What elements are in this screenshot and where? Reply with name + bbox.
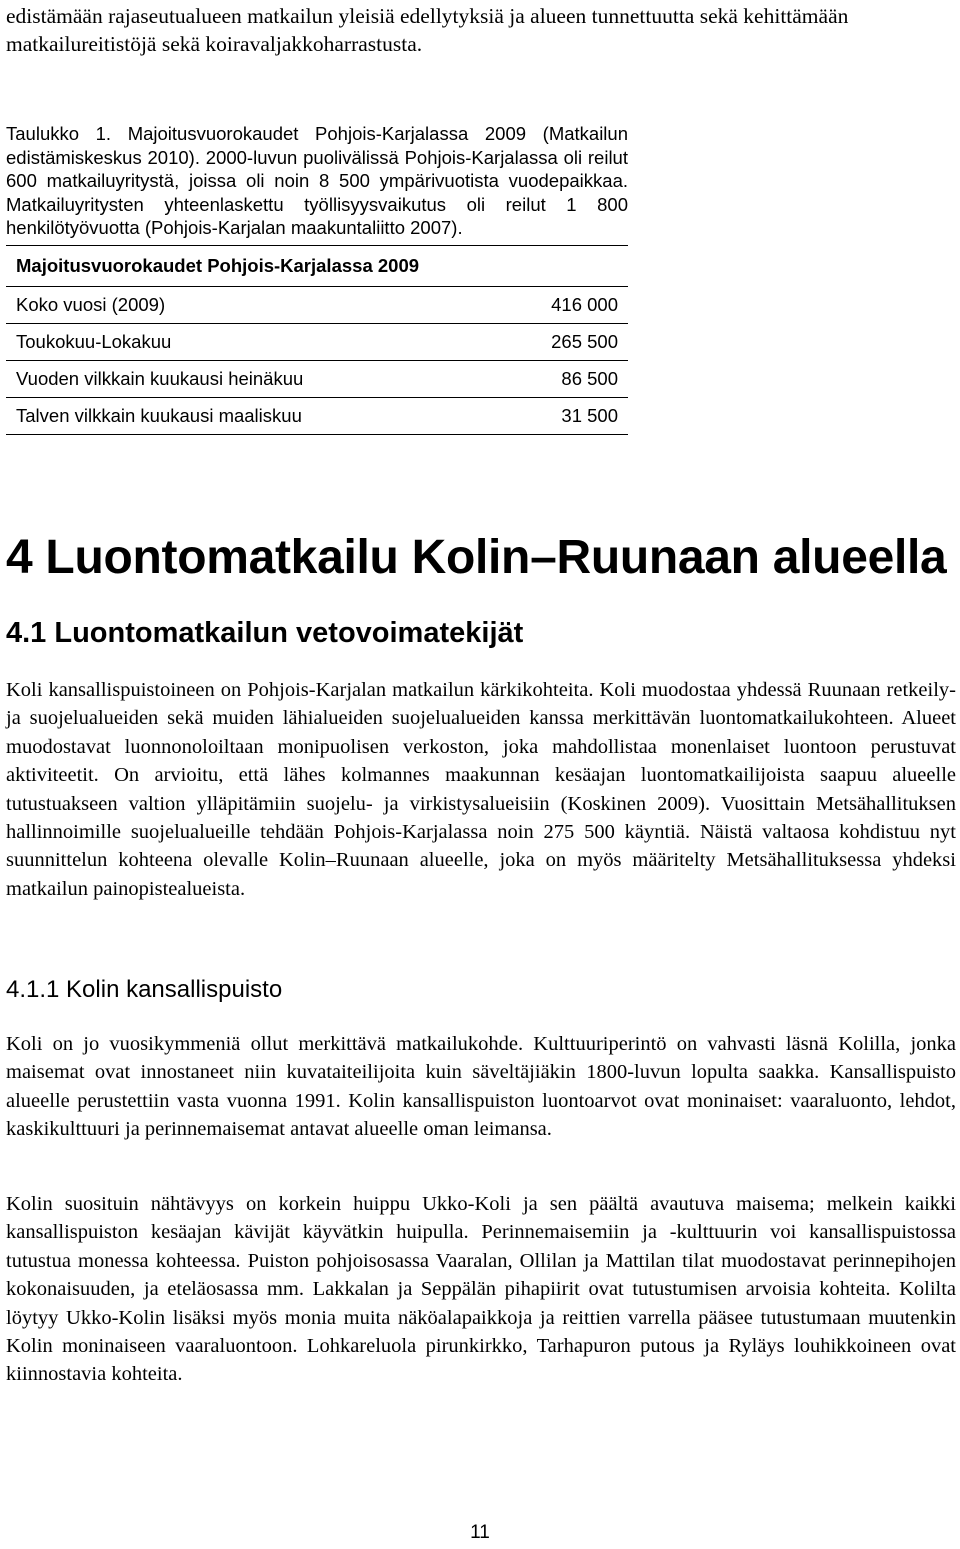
table-row-label: Koko vuosi (2009): [16, 294, 166, 315]
table-row-label: Toukokuu-Lokakuu: [16, 331, 172, 352]
chapter-heading: 4 Luontomatkailu Kolin–Ruunaan alueella: [6, 531, 947, 584]
table-row-value: 265 500: [551, 331, 618, 352]
table-row-value: 86 500: [561, 368, 618, 389]
table-header-row: [6, 246, 628, 287]
intro-paragraph: edistämään rajaseutualueen matkailun yleisiä edellytyksiä ja alueen tunnettuutta sekä kehittämään matkailureitistöjä sekä koiravaljakkoharrastusta.: [6, 4, 849, 56]
table-row: [6, 287, 628, 324]
table-row-value: 416 000: [551, 294, 618, 315]
table-row: [6, 398, 628, 435]
table-row-label: Vuoden vilkkain kuukausi heinäkuu: [16, 368, 304, 389]
body-paragraph: Koli on jo vuosikymmeniä ollut merkittävä matkailukohde. Kulttuuriperintö on vahvasti läsnä Kolilla, jonka maisemat ovat innostaneet niin kuvataiteilijoita kuin säveltäjiäkin 1800-luvun lopulta saakka. Kansallispuisto alueelle perustettiin vasta vuonna 1991. Kolin kansallispuiston luontoarvot ovat moninaiset: vaaraluonto, lehdot, kaskikulttuuri ja perinnemaisemat antavat alueelle oman leimansa.: [6, 1033, 956, 1141]
accommodation-table: [6, 245, 628, 435]
table-caption-text: Taulukko 1. Majoitusvuorokaudet Pohjois-Karjalassa 2009 (Matkailun edistämiskeskus 2010). 2000-luvun puolivälissä Pohjois-Karjalassa oli reilut 600 matkailuyritystä, joissa oli noin 8 500 ympärivuotista vuodepaikkaa. Matkailuyritysten yhteenlaskettu työllisyysvaikutus oli reilut 1 800 henkilötyövuotta (Pohjois-Karjalan maakuntaliitto 2007).: [6, 123, 628, 238]
table-row-label: Talven vilkkain kuukausi maaliskuu: [16, 405, 302, 426]
body-paragraph: Koli kansallispuistoineen on Pohjois-Karjalan matkailun kärkikohteita. Koli muodostaa yhdessä Ruunaan retkeily- ja suojelualueiden sekä muiden lähialueiden suojelualueiden kanssa merkittävän luontomatkailukohteen. Alueet muodostavat luonnonoloiltaan monipuolisen verkoston, joka mahdollistaa monenlaiset luontoon perustuvat aktiviteetit. On arvioitu, että lähes kolmannes maakunnan kesäajan luontomatkailijoista saapuu alueelle tutustuakseen valtion ylläpitämiin suojelu- ja virkistysalueisiin (Koskinen 2009). Vuosittain Metsähallituksen hallinnoimille suojelualueille tehdään Pohjois-Karjalassa noin 275 500 käyntiä. Näistä valtaosa kohdistuu nyt suunnittelun kohteena olevalle Kolin–Ruunaan alueelle, joka on myös määritelty Metsähallituksessa yhdeksi matkailun painopistealueista.: [6, 679, 956, 900]
section-heading: 4.1 Luontomatkailun vetovoimatekijät: [6, 617, 524, 649]
page-number: 11: [470, 1522, 490, 1543]
subsection-heading: 4.1.1 Kolin kansallispuisto: [6, 976, 283, 1003]
body-paragraph: Kolin suosituin nähtävyys on korkein huippu Ukko-Koli ja sen päältä avautuva maisema; melkein kaikki kansallispuiston kesäajan kävijät käyvätkin huipulla. Perinnemaisemiin ja -kulttuurin voi kansallispuistossa tutustua monessa kohteessa. Puiston pohjoisosassa Vaaralan, Ollilan ja Mattilan tilat muodostavat perinnepihojen kokonaisuuden, ja eteläosassa mm. Lakkalan ja Seppälän pihapiirit ovat tutustumisen arvoisia kohteita. Kolilta löytyy Ukko-Kolin lisäksi myös monia muita näköalapaikkoja ja reittien varrella pääsee tutustumaan muutenkin Kolin moninaiseen vaaraluontoon. Lohkareluola pirunkirkko, Tarhapuron putous ja Ryläys louhikkoineen ovat kiinnostavia kohteita.: [6, 1193, 956, 1386]
table-row: [6, 361, 628, 398]
table-caption: [6, 122, 628, 240]
table-row: [6, 324, 628, 361]
table-row-value: 31 500: [561, 405, 618, 426]
table-title: Majoitusvuorokaudet Pohjois-Karjalassa 2009: [16, 255, 420, 276]
